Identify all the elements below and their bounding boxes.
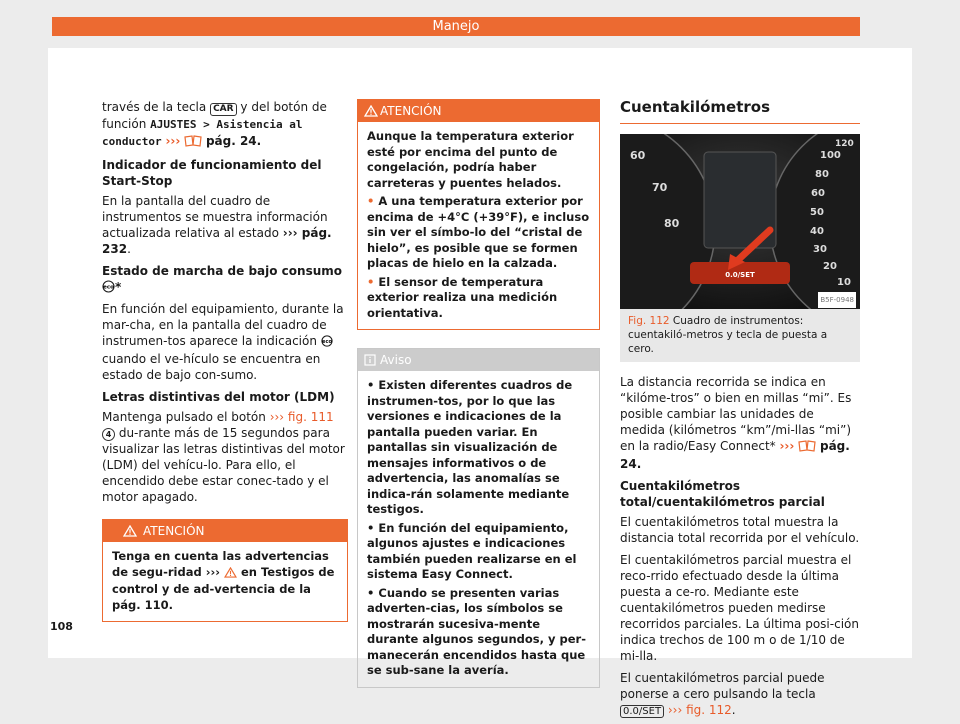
dial-right-30: 30 xyxy=(813,244,827,255)
info-icon xyxy=(364,354,376,366)
fig-ref-111[interactable]: ››› fig. 111 xyxy=(269,410,334,424)
page-number: 108 xyxy=(50,620,73,633)
eco-icon xyxy=(321,335,333,351)
chapter-title: Manejo xyxy=(432,19,480,34)
page-ref-24[interactable]: pág. 24. xyxy=(620,439,850,471)
warning-box-ice xyxy=(357,99,600,330)
heading-odometer: Cuentakilómetros total/cuentakilómetros parcial xyxy=(620,479,825,509)
reset-button-label[interactable]: 0.0/SET xyxy=(725,271,755,279)
section-title: Cuentakilómetros xyxy=(620,99,860,124)
dial-left-70: 70 xyxy=(652,181,668,194)
column-right xyxy=(620,99,860,724)
paragraph-car-key: través de la tecla CAR y del botón de función AJUSTES > Asistencia al conductor ››› pág. 24. xyxy=(102,99,348,151)
warning-bullet: • A una temperatura exterior por encima de +4°C (+39°F), e incluso sin ver el símbo-lo del “cristal de hielo”, es posible que se formen placas de hielo en la calzada. xyxy=(367,194,590,270)
book-reference-icon xyxy=(184,135,202,151)
svg-text:eco: eco xyxy=(103,284,114,291)
column-left xyxy=(102,99,348,622)
dial-right-40: 40 xyxy=(810,226,824,237)
notice-bullet: • Cuando se presenten varias adverten-cias, los símbolos se mostrarán sucesiva-mente durante algunos segundos, y per-manecerán encendidos hasta que se sub-sane la avería. xyxy=(367,585,586,677)
page-header xyxy=(52,17,860,36)
paragraph-trip: El cuentakilómetros parcial muestra el reco-rrido efectuado desde la última puesta a ce-ro. Mediante este cuentakilómetros pueden medirse recorridos parciales. La última posi-ción indica trechos de 100 m o de 1/10 de mi-lla. xyxy=(620,553,859,663)
notice-body xyxy=(358,371,599,687)
figure-caption: Fig. 112 Cuadro de instrumentos: cuentakiló-metros y tecla de puesta a cero. xyxy=(620,309,860,362)
dial-right-120: 120 xyxy=(835,139,854,149)
dial-right-20: 20 xyxy=(823,261,837,272)
warning-triangle-icon xyxy=(224,567,237,583)
notice-bullet: • Existen diferentes cuadros de instrumen-tos, por lo que las versiones e indicaciones de la pantalla pueden variar. En pantallas sin visualización de mensajes informativos o de advertencia, las anomalías se indica-rán solamente mediante testigos. xyxy=(367,378,573,516)
svg-text:eco: eco xyxy=(321,338,332,345)
heading-eco: Estado de marcha de bajo consumo eco * xyxy=(102,263,348,297)
ref-arrows[interactable]: ››› xyxy=(779,439,795,453)
menu-path: AJUSTES > Asistencia al conductor xyxy=(102,118,303,148)
callout-number: 4 xyxy=(102,428,115,441)
column-middle xyxy=(357,99,600,688)
paragraph-eco: En función del equipamiento, durante la mar-cha, en la pantalla del cuadro de instrumen-tos aparece la indicación eco cuando el ve-hículo se encuentra en estado de bajo con-sumo. xyxy=(102,302,344,382)
dial-right-10: 10 xyxy=(837,277,851,288)
ref-arrows[interactable]: ››› xyxy=(165,134,181,148)
warning-box-left xyxy=(102,519,348,622)
warning-triangle-icon xyxy=(364,105,378,117)
warning-header: ATENCIÓN xyxy=(103,520,347,542)
notice-header: Aviso xyxy=(358,349,599,371)
car-key-icon: CAR xyxy=(210,103,237,116)
warning-body: Tenga en cuenta las advertencias de segu-ridad ››› en Testigos de control y de ad-vertencia de la pág. 110. xyxy=(112,549,335,612)
reset-key: 0.0/SET xyxy=(620,705,664,718)
paragraph-start-stop: En la pantalla del cuadro de instrumentos se muestra información actualizada relativa al estado ››› pág. 232. xyxy=(102,194,332,256)
figure-code: B5F-0948 xyxy=(818,292,856,308)
notice-box xyxy=(357,348,600,688)
dial-right-50: 50 xyxy=(810,207,824,218)
notice-bullet: • En función del equipamiento, algunos ajustes e indicaciones también pueden realizarse en el sistema Easy Connect. xyxy=(367,520,577,581)
dial-left-80: 80 xyxy=(664,217,680,230)
dial-right-60: 60 xyxy=(811,188,825,199)
page-ref-24[interactable]: pág. 24. xyxy=(205,134,262,148)
fig-ref-112[interactable]: ››› fig. 112 xyxy=(667,703,732,717)
warning-body: Aunque la temperatura exterior esté por encima del punto de congelación, podría haber carreteras y puentes helados. • A una temperatura exterior por encima de +4°C (+39°F), e incluso sin ver el símbo-lo del “cristal de hielo”, es posible que se formen placas de hielo en la calzada. • El sensor de temperatura exterior realiza una medición orientativa. xyxy=(367,129,590,320)
heading-start-stop: Indicador de funcionamiento del Start-Stop xyxy=(102,158,322,188)
paragraph-reset: El cuentakilómetros parcial puede ponerse a cero pulsando la tecla 0.0/SET ››› fig. 112. xyxy=(620,671,825,717)
heading-ldm: Letras distintivas del motor (LDM) xyxy=(102,390,335,404)
dial-left-60: 60 xyxy=(630,149,646,162)
paragraph-units: La distancia recorrida se indica en “kilóme-tros” o bien en millas “mi”. Es posible cambiar las unidades de medida (kilómetros “km”/mi-llas “mi”) en la radio/Easy Connect* ››› pág. 24. xyxy=(620,375,852,471)
eco-icon xyxy=(102,280,115,297)
paragraph-total: El cuentakilómetros total muestra la distancia total recorrida por el vehículo. xyxy=(620,515,860,545)
book-reference-icon xyxy=(798,440,816,456)
warning-header: ATENCIÓN xyxy=(358,100,599,122)
caption-fig-number: Fig. 112 xyxy=(628,315,670,327)
page-ref-232[interactable]: ››› pág. 232 xyxy=(102,226,332,256)
instrument-cluster-figure xyxy=(620,134,860,309)
dial-right-80: 80 xyxy=(815,169,829,180)
warning-bullet: • El sensor de temperatura exterior realiza una medición orientativa. xyxy=(367,274,558,320)
paragraph-ldm: Mantenga pulsado el botón ››› fig. 111 4 du-rante más de 15 segundos para visualizar las letras distintivas del motor (LDM) del vehícu-lo. Para ello, el encendido debe estar conec-tado y el motor apagado. xyxy=(102,410,345,504)
ref-arrows[interactable]: ››› xyxy=(205,564,220,579)
dial-right-100: 100 xyxy=(820,150,841,161)
warning-triangle-icon xyxy=(123,525,137,537)
